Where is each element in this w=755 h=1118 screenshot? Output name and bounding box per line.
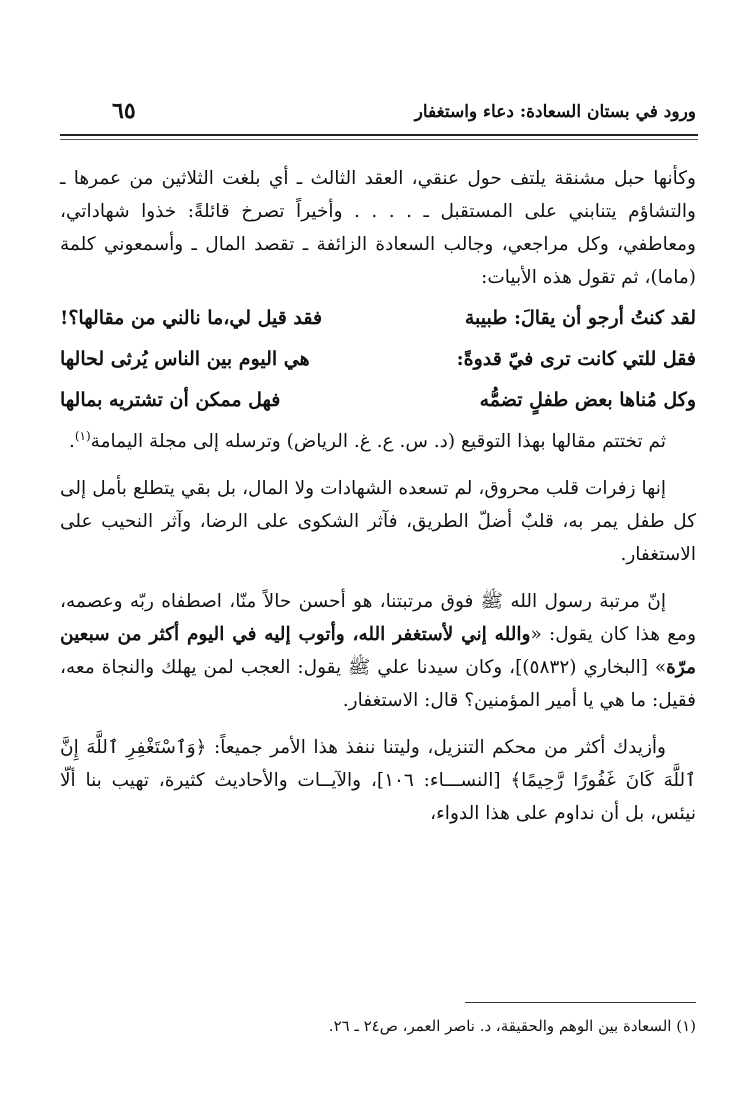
paragraph-5 bbox=[60, 731, 696, 830]
page-header bbox=[60, 98, 696, 138]
poem bbox=[60, 298, 696, 421]
paragraph-5-start: وأزيدك أكثر من محكم التنزيل، وليتنا ننفذ هذا الأمر جميعاً: bbox=[214, 737, 666, 758]
paragraph-1: وكأنها حبل مشنقة يلتف حول عنقي، العقد الثالث ـ أي بلغت الثلاثين من عمرها ـ والتشاؤم يتنابني على المستقبل ـ . . . . وأخيراً تصرخ قائلةً: خذوا شهاداتي، ومعاطفي، وكل مراجعي، وجالب السعادة الزائفة ـ تقصد المال ـ وأسمعوني كلمة (ماما)، ثم تقول هذه الأبيات: bbox=[60, 168, 696, 288]
paragraph-2-text: ثم تختتم مقالها بهذا التوقيع (د. س. ع. غ. الرياض) وترسله إلى مجلة اليمامة bbox=[90, 431, 666, 452]
paragraph-3: إنها زفرات قلب محروق، لم تسعده الشهادات ولا المال، بل بقي يتطلع بأمل إلى كل طفل يمر به، قلبٌ أضلّ الطريق، فآثر الشكوى على الرضا، وآثر النحيب على الاستغفار. bbox=[60, 478, 696, 565]
hadith-quote: والله إني لأستغفر الله، وأتوب إليه في اليوم أكثر من سبعين مرّة bbox=[60, 624, 696, 678]
header-rule-thin bbox=[60, 139, 698, 140]
footnote: (١) السعادة بين الوهم والحقيقة، د. ناصر العمر، ص٢٤ ـ ٢٦. bbox=[328, 1017, 696, 1035]
verse-3-second-hemistich: فهل ممكن أن تشتريه بمالها bbox=[60, 389, 281, 411]
paragraph-4-start: إنّ مرتبة رسول الله ﷺ فوق مرتبتنا، هو أحسن حالاً منّا، اصطفاه ربّه وعصمه، ومع هذا كان يقول: « bbox=[60, 591, 696, 645]
verse-2 bbox=[60, 339, 696, 380]
page-number: ٦٥ bbox=[112, 98, 136, 124]
header-rule bbox=[60, 134, 698, 136]
footnote-reference: (١) bbox=[74, 428, 91, 443]
paragraph-2-end: . bbox=[68, 431, 75, 452]
quran-citation: [النســـاء: ١٠٦] bbox=[376, 770, 501, 791]
footnote-rule bbox=[465, 1002, 696, 1003]
page-body bbox=[60, 162, 696, 830]
verse-1-second-hemistich: فقد قيل لي،ما نالني من مقالها؟! bbox=[60, 307, 323, 329]
paragraph-4-end: » [البخاري (٥٨٣٢)]، وكان سيدنا علي ﷺ يقول: العجب لمن يهلك والنجاة معه، فقيل: ما هي يا أمير المؤمنين؟ قال: الاستغفار. bbox=[60, 657, 696, 711]
paragraph-5-end: ، والآيــات والأحاديث كثيرة، تهيب بنا ألّا نيئس، بل أن نداوم على هذا الدواء، bbox=[60, 770, 696, 824]
verse-2-first-hemistich: فقل للتي كانت ترى فيّ قدوةً: bbox=[456, 348, 696, 370]
verse-3-first-hemistich: وكل مُناها بعض طفلٍ تضمُّه bbox=[479, 389, 696, 411]
quran-verse: ﴿وَٱسْتَغْفِرِ ٱللَّهَ إِنَّ ٱللَّهَ كَانَ غَفُورًا رَّحِيمًا﴾ bbox=[60, 737, 696, 791]
verse-3 bbox=[60, 380, 696, 421]
verse-1-first-hemistich: لقد كنتُ أرجو أن يقالَ: طبيبة bbox=[464, 307, 696, 329]
verse-1 bbox=[60, 298, 696, 339]
verse-2-second-hemistich: هي اليوم بين الناس يُرثى لحالها bbox=[60, 348, 310, 370]
paragraph-4 bbox=[60, 585, 696, 717]
running-title: ورود في بستان السعادة: دعاء واستغفار bbox=[414, 102, 696, 122]
paragraph-2 bbox=[60, 425, 696, 458]
